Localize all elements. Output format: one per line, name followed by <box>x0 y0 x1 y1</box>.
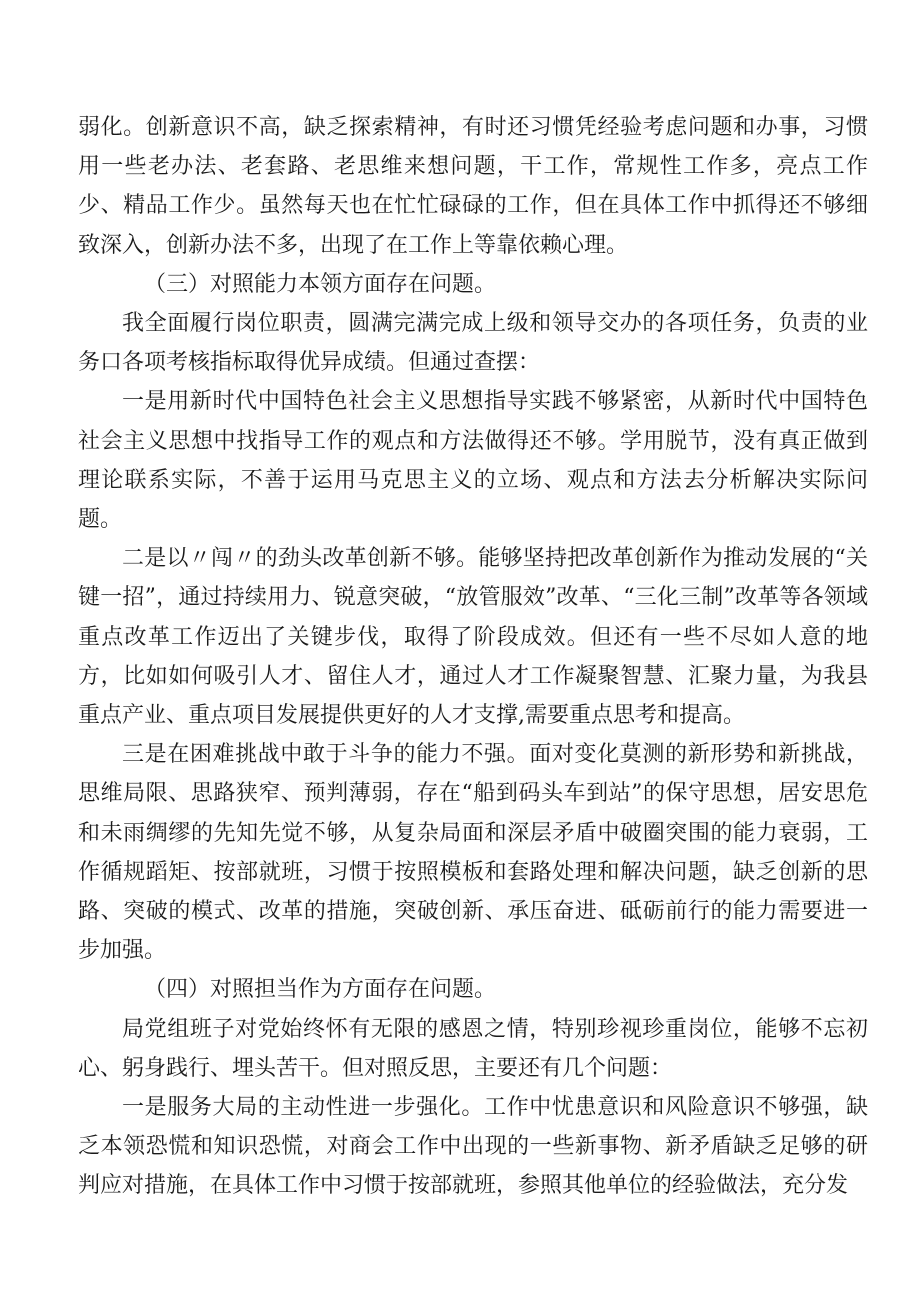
paragraph-issue-reform-innovation: 二是以〃闯〃的劲头改革创新不够。能够坚持把改革创新作为推动发展的“关键一招”，通过持续用力、锐意突破，“放管服效”改革、“三化三制”改革等各领域重点改革工作迈出了关键步伐，取得了阶段成效。但还有一些不尽如人意的地方，比如如何吸引人才、留住人才，通过人才工作凝聚智慧、汇聚力量，为我县重点产业、重点项目发展提供更好的人才支撑,需要重点思考和提高。 <box>78 546 868 729</box>
section-heading-ability: （三）对照能力本领方面存在问题。 <box>144 271 497 297</box>
paragraph-continuation: 弱化。创新意识不高，缺乏探索精神，有时还习惯凭经验考虑问题和办事，习惯用一些老办法、老套路、老思维来想问题，干工作，常规性工作多，亮点工作少、精品工作少。虽然每天也在忙忙碌碌的工作，但在具体工作中抓得还不够细致深入，创新办法不多，出现了在工作上等靠依赖心理。 <box>78 115 868 258</box>
paragraph-party-group-overview: 局党组班子对党始终怀有无限的感恩之情，特别珍视珍重岗位，能够不忘初心、躬身践行、埋头苦干。但对照反思，主要还有几个问题： <box>78 1016 868 1081</box>
paragraph-issue-struggle-ability: 三是在困难挑战中敢于斗争的能力不强。面对变化莫测的新形势和新挑战，思维局限、思路狭窄、预判薄弱，存在“船到码头车到站”的保守思想，居安思危和未雨绸缪的先知先觉不够，从复杂局面和深层矛盾中破圈突围的能力衰弱，工作循规蹈矩、按部就班，习惯于按照模板和套路处理和解决问题，缺乏创新的思路、突破的模式、改革的措施，突破创新、承压奋进、砥砺前行的能力需要进一步加强。 <box>78 742 868 964</box>
paragraph-duty-overview: 我全面履行岗位职责，圆满完满完成上级和领导交办的各项任务，负责的业务口各项考核指标取得优异成绩。但通过查摆： <box>78 311 868 376</box>
document-body <box>78 108 868 1206</box>
paragraph-issue-serving-overall: 一是服务大局的主动性进一步强化。工作中忧患意识和风险意识不够强，缺乏本领恐慌和知识恐慌，对商会工作中出现的一些新事物、新矛盾缺乏足够的研判应对措施，在具体工作中习惯于按部就班，参照其他单位的经验做法，充分发 <box>78 1095 868 1199</box>
paragraph-issue-theory-practice: 一是用新时代中国特色社会主义思想指导实践不够紧密，从新时代中国特色社会主义思想中找指导工作的观点和方法做得还不够。学用脱节，没有真正做到理论联系实际，不善于运用马克思主义的立场、观点和方法去分析解决实际问题。 <box>78 389 868 533</box>
section-heading-responsibility: （四）对照担当作为方面存在问题。 <box>144 977 497 1003</box>
